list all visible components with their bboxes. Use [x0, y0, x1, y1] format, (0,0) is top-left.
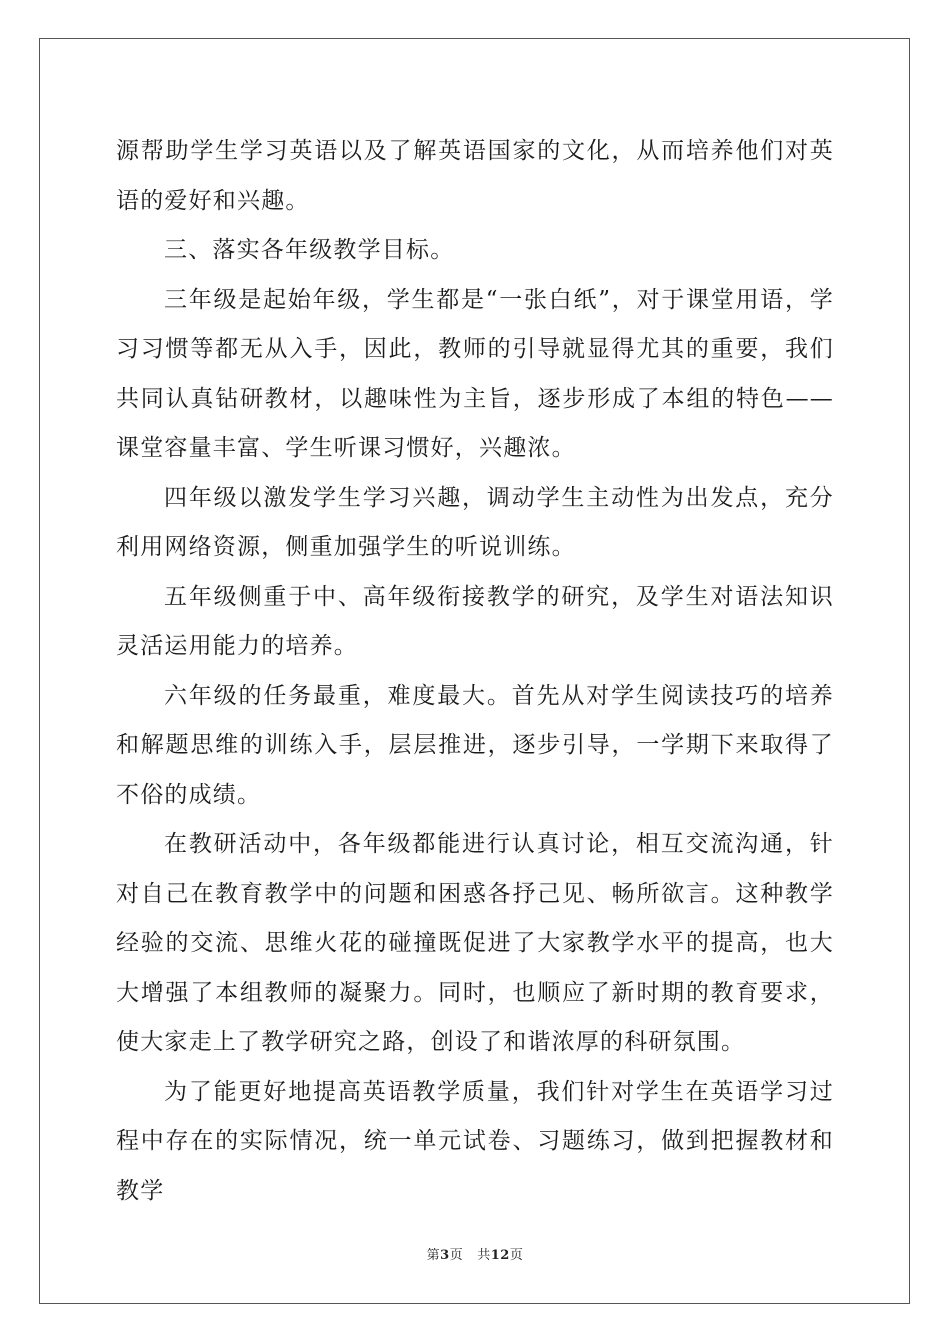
paragraph-6: 六年级的任务最重，难度最大。首先从对学生阅读技巧的培养和解题思维的训练入手，层层推进，逐步引导，一学期下来取得了不俗的成绩。 — [116, 682, 834, 808]
footer-page-number: 3 — [440, 1248, 450, 1263]
footer-page-prefix: 第 — [426, 1248, 441, 1263]
paragraph-4: 四年级以激发学生学习兴趣，调动学生主动性为出发点，充分利用网络资源，侧重加强学生的听说训练。 — [116, 484, 834, 560]
document-body — [116, 127, 834, 1216]
paragraph-2-heading: 三、落实各年级教学目标。 — [164, 237, 455, 263]
paragraph-7: 在教研活动中，各年级都能进行认真讨论，相互交流沟通，针对自己在教育教学中的问题和困惑各抒己见、畅所欲言。这种教学经验的交流、思维火花的碰撞既促进了大家教学水平的提高，也大大增强了本组教师的凝聚力。同时，也顺应了新时期的教育要求，使大家走上了教学研究之路，创设了和谐浓厚的科研氛围。 — [116, 831, 834, 1055]
paragraph-5: 五年级侧重于中、高年级衔接教学的研究，及学生对语法知识灵活运用能力的培养。 — [116, 583, 834, 659]
paragraph-1: 源帮助学生学习英语以及了解英语国家的文化，从而培养他们对英语的爱好和兴趣。 — [116, 138, 834, 214]
footer-total-number: 12 — [490, 1248, 510, 1263]
footer-total-suffix: 页 — [509, 1248, 524, 1263]
paragraph-3: 三年级是起始年级，学生都是“一张白纸”，对于课堂用语，学习习惯等都无从入手，因此，教师的引导就显得尤其的重要，我们共同认真钻研教材，以趣味性为主旨，逐步形成了本组的特色——课堂容量丰富、学生听课习惯好，兴趣浓。 — [116, 286, 834, 461]
footer-page-suffix: 页 — [449, 1248, 464, 1263]
paragraph-8: 为了能更好地提高英语教学质量，我们针对学生在英语学习过程中存在的实际情况，统一单元试卷、习题练习，做到把握教材和教学 — [116, 1078, 834, 1204]
page-footer — [0, 1244, 950, 1263]
footer-total-prefix: 共 — [477, 1248, 491, 1263]
